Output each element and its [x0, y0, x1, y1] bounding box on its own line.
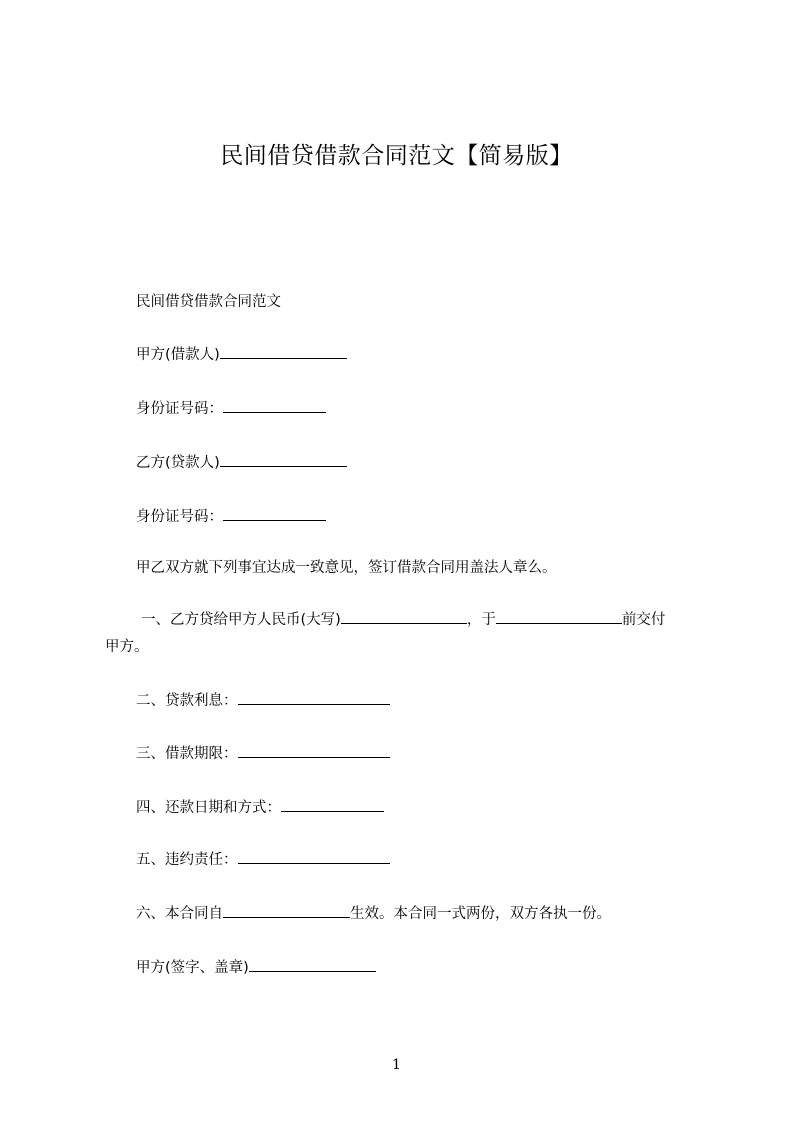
clause-4-label: 四、还款日期和方式：: [136, 800, 281, 816]
id-a-label: 身份证号码：: [136, 401, 223, 417]
clause-4-blank: [281, 797, 384, 812]
clause-2-blank: [238, 690, 390, 705]
clause-6: [136, 903, 611, 924]
page-title: 民间借贷借款合同范文【简易版】: [220, 143, 573, 169]
clause-6-blank: [223, 903, 350, 918]
agreement-intro: 甲乙双方就下列事宜达成一致意见，签订借款合同用盖法人章么。: [136, 560, 557, 576]
page-number: 1: [392, 1057, 401, 1073]
clause-1-suffix: 前交付: [621, 612, 666, 628]
id-a-blank: [223, 398, 326, 413]
party-a-line: [136, 344, 347, 365]
clause-6-prefix: 六、本合同自: [136, 906, 223, 922]
id-a-line: [136, 398, 326, 419]
signature-a: [136, 957, 376, 978]
clause-2: [136, 690, 390, 711]
clause-3: [136, 743, 390, 764]
party-a-label: 甲方(借款人): [136, 347, 220, 363]
signature-a-blank: [249, 957, 376, 972]
id-b-blank: [223, 506, 326, 521]
clause-1-middle: ，于: [466, 612, 496, 628]
clause-1-prefix: 一、乙方贷给甲方人民币(大写): [141, 612, 341, 628]
id-b-label: 身份证号码：: [136, 509, 223, 525]
clause-1-date-blank: [496, 609, 622, 624]
clause-5-blank: [238, 849, 390, 864]
clause-5: [136, 849, 390, 870]
party-a-blank: [220, 344, 347, 359]
party-b-label: 乙方(贷款人): [136, 455, 220, 471]
party-b-blank: [220, 452, 347, 467]
clause-3-label: 三、借款期限：: [136, 746, 238, 762]
clause-4: [136, 797, 384, 818]
clause-2-label: 二、贷款利息：: [136, 693, 238, 709]
clause-1-amount-blank: [341, 609, 467, 624]
party-b-line: [136, 452, 347, 473]
clause-6-suffix: 生效。本合同一式两份，双方各执一份。: [350, 906, 611, 922]
clause-3-blank: [238, 743, 390, 758]
clause-5-label: 五、违约责任：: [136, 852, 238, 868]
id-b-line: [136, 506, 326, 527]
clause-1-continuation: 甲方。: [105, 639, 149, 655]
document-subtitle: 民间借贷借款合同范文: [136, 294, 281, 310]
signature-a-label: 甲方(签字、盖章): [136, 960, 249, 976]
clause-1: [105, 607, 701, 661]
